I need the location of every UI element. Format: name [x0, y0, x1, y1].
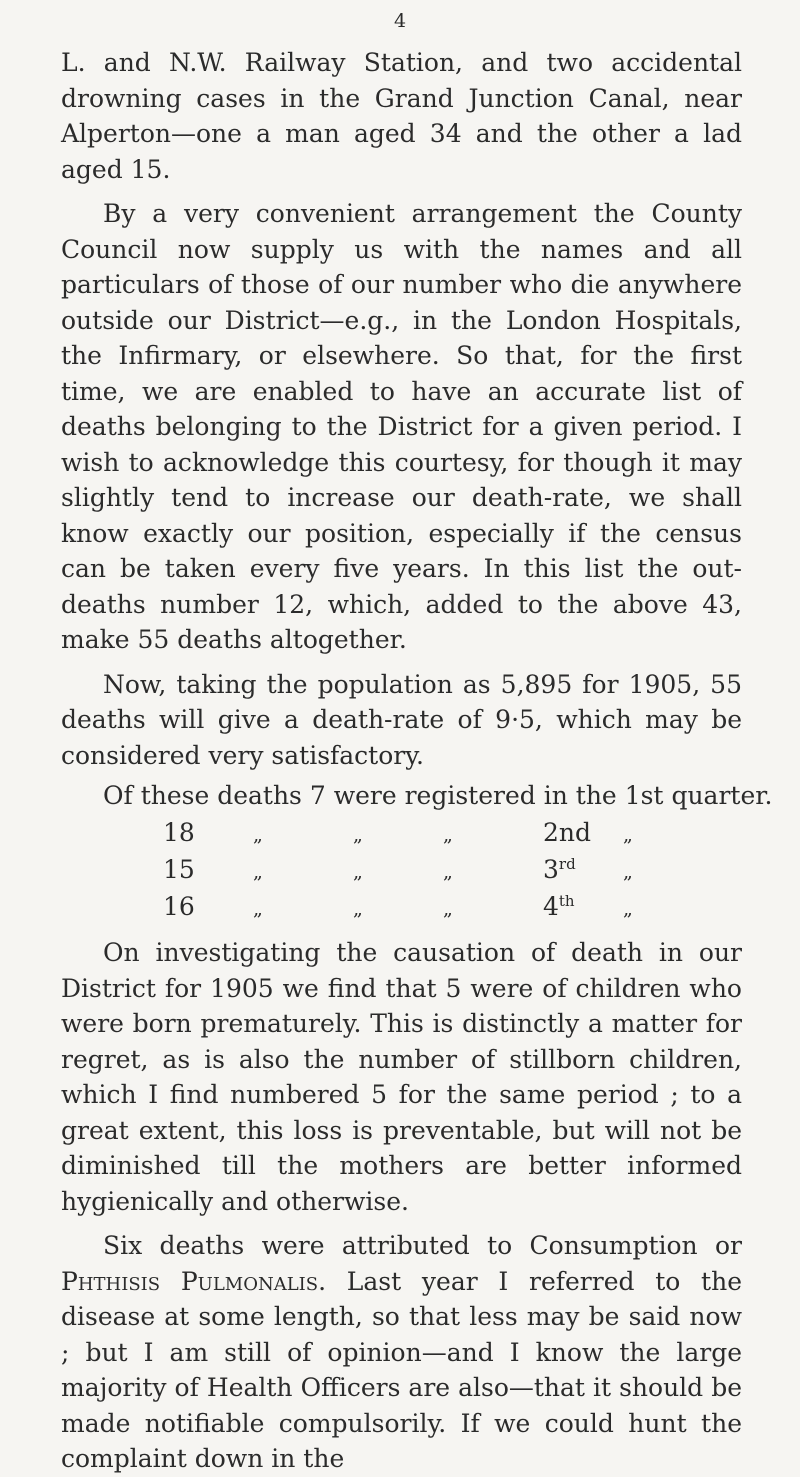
ditto-mark: „: [623, 861, 633, 883]
ditto-mark: „: [443, 898, 453, 920]
quarter-3-num: 3: [543, 855, 559, 884]
quarter-2-num: 2: [543, 818, 559, 847]
quarter-2-count: 18: [163, 818, 195, 847]
paragraph-railway-drowning: L. and N.W. Railway Station, and two accidental drowning cases in the Grand Junction Canal, near Alperton—one a man aged 34 and the other a lad aged 15.: [61, 48, 742, 184]
quarter-1-count: 7: [309, 781, 326, 810]
quarter-3-suffix: rd: [558, 855, 576, 873]
quarter-row-2: [61, 815, 742, 852]
ditto-mark: „: [253, 898, 263, 920]
quarter-1-suffix: st: [640, 781, 664, 810]
paragraph-causation: On investigating the causation of death in our District for 1905 we find that 5 were of children who were born prematurely. This is distinctly a matter for regret, as is also the number of stillborn children, which I find numbered 5 for the same period ; to a great extent, this loss is preventable, but will not be diminished till the mothers are better informed hygienically and otherwise.: [61, 938, 742, 1216]
ditto-mark: „: [353, 861, 363, 883]
paragraph-death-rate: Now, taking the population as 5,895 for 1905, 55 deaths will give a death-rate of 9·5, which may be considered very satisfactory.: [61, 669, 742, 770]
consumption-text-rest: . Last year I referred to the disease at some length, so that less may be said now ; but I am still of opinion—and I know the large majority of Health Officers are also—that it should be made notifiable compulsorily. If we could hunt the complaint down in the: [61, 1266, 742, 1473]
quarter-3-label: [543, 852, 623, 888]
quarterly-deaths-table: [61, 778, 773, 926]
quarter-4-label: [543, 889, 623, 925]
ditto-mark: „: [353, 898, 363, 920]
quarter-row-3: [61, 852, 742, 889]
quarter-3-count: 15: [163, 855, 195, 884]
ditto-mark: „: [353, 824, 363, 846]
page-number: 4: [393, 10, 407, 32]
consumption-text-start: Six deaths were attributed to Consumption or: [103, 1231, 742, 1260]
phthisis-term: Phthisis Pulmonalis: [61, 1266, 319, 1296]
quarter-lead-text: Of these deaths: [103, 781, 302, 810]
ditto-mark: „: [623, 898, 633, 920]
quarter-lead-word: quarter.: [671, 781, 773, 810]
quarter-lead-in-the: in the: [543, 781, 617, 810]
quarter-2-suffix: nd: [558, 818, 592, 847]
quarter-4-suffix: th: [558, 892, 575, 910]
quarter-row-1: [61, 778, 773, 815]
quarter-2-label: [543, 815, 623, 851]
ditto-mark: „: [443, 861, 453, 883]
ditto-mark: „: [253, 861, 263, 883]
body-text: [61, 45, 773, 1477]
quarter-4-count: 16: [163, 892, 195, 921]
quarter-lead-were: were: [333, 781, 397, 810]
quarter-lead-registered: registered: [404, 781, 536, 810]
paragraph-consumption: [61, 1228, 742, 1477]
ditto-mark: „: [623, 824, 633, 846]
quarter-row-4: [61, 889, 742, 926]
ditto-mark: „: [443, 824, 453, 846]
paragraph-county-council: By a very convenient arrangement the County Council now supply us with the names and all particulars of those of our number who die anywhere outside our District—e.g., in the London Hospitals, the Infirmary, or elsewhere. So that, for the first time, we are enabled to have an accurate list of deaths belonging to the District for a given period. I wish to acknowledge this courtesy, for though it may slightly tend to increase our death-rate, we shall know exactly our position, especially if the census can be taken every five years. In this list the out-deaths number 12, which, added to the above 43, make 55 deaths altogether.: [61, 199, 742, 654]
quarter-1-num: 1: [624, 781, 641, 810]
quarter-4-num: 4: [543, 892, 559, 921]
ditto-mark: „: [253, 824, 263, 846]
